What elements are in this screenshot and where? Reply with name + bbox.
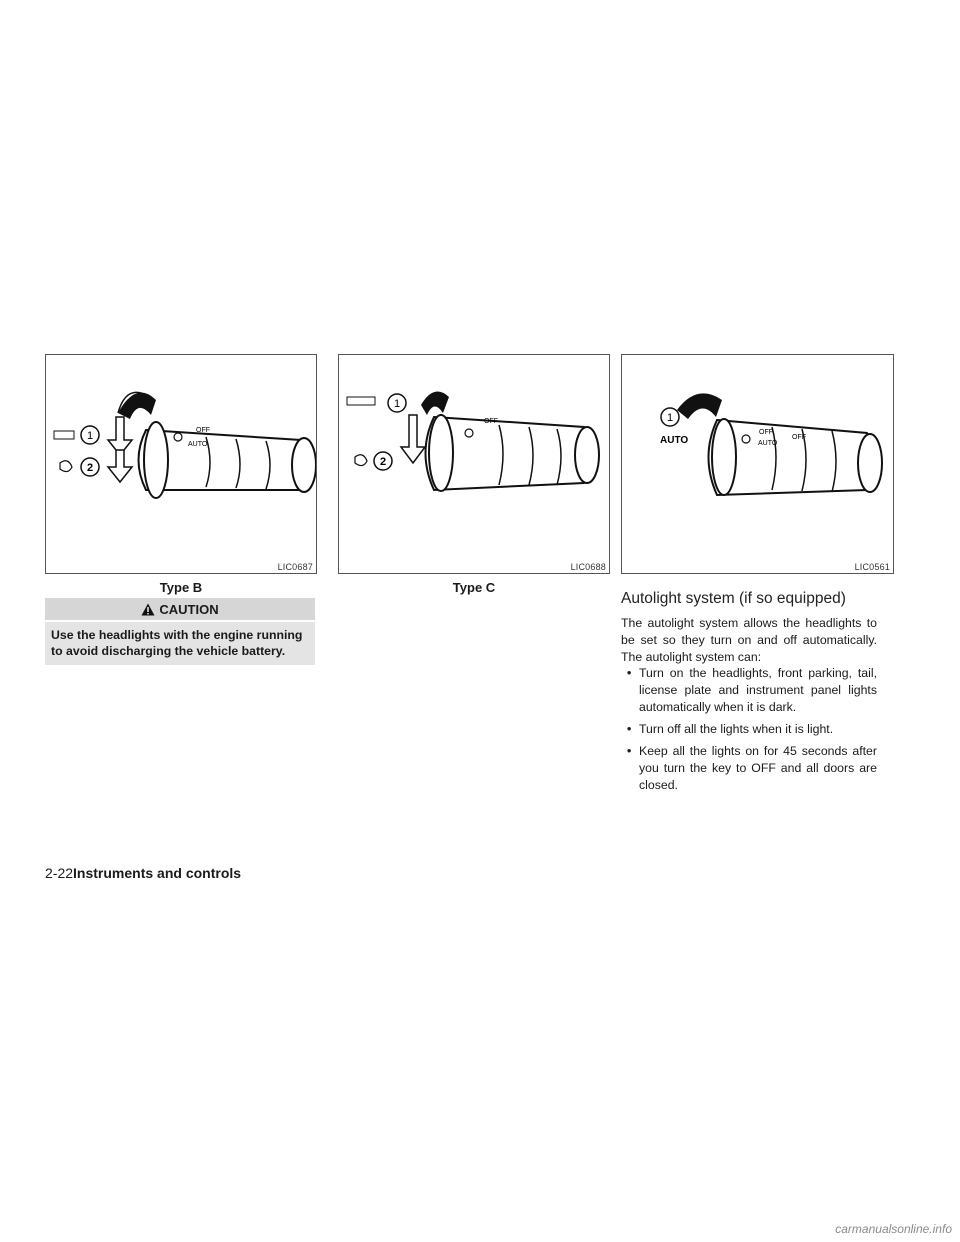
caution-box — [45, 598, 315, 665]
figure-type-b — [45, 354, 317, 574]
label-off: OFF — [484, 418, 498, 425]
label-2: 2 — [379, 456, 387, 468]
label-off: OFF — [196, 427, 210, 434]
figure-code: LIC0688 — [570, 562, 606, 572]
watermark: carmanualsonline.info — [835, 1222, 952, 1236]
figure-code: LIC0561 — [854, 562, 890, 572]
headlight-icon — [60, 461, 72, 472]
bullet-icon: • — [627, 722, 632, 736]
headlight-icon — [355, 455, 367, 466]
label-1: 1 — [393, 398, 401, 410]
figure-caption: Type C — [452, 580, 496, 595]
list-item: • Turn on the headlights, front parking, tail, license plate and instrument panel lights automatically when it is dark. — [627, 666, 877, 714]
bullet-icon: • — [627, 744, 632, 758]
figure-caption: Type B — [159, 580, 203, 595]
bullet-list — [621, 665, 877, 799]
figure-code: LIC0687 — [277, 562, 313, 572]
label-1: 1 — [666, 412, 674, 424]
caution-heading — [45, 598, 315, 620]
parking-light-icon — [54, 431, 74, 439]
label-1: 1 — [86, 430, 94, 442]
caution-text: Use the headlights with the engine running to avoid discharging the vehicle battery. — [45, 622, 315, 665]
chapter-title: Instruments and controls — [73, 865, 242, 881]
page-footer — [45, 865, 241, 881]
parking-light-icon — [347, 397, 375, 405]
warning-icon — [141, 603, 155, 616]
figure-type-c — [338, 354, 610, 574]
label-auto: AUTO — [758, 440, 778, 447]
headlight-switch-illustration — [622, 355, 893, 573]
label-auto: AUTO — [188, 441, 208, 448]
page-number: 2-22 — [45, 865, 74, 881]
label-off: OFF — [759, 429, 773, 436]
section-intro: The autolight system allows the headlights to be set so they turn on and off automatically. The autolight system can: — [621, 616, 877, 664]
list-item: • Turn off all the lights when it is light. — [627, 722, 834, 736]
label-off-2: OFF — [792, 434, 806, 441]
list-item: • Keep all the lights on for 45 seconds after you turn the key to OFF and all doors are closed. — [627, 744, 877, 792]
caution-heading-text: CAUTION — [159, 601, 219, 617]
headlight-switch-illustration — [339, 355, 609, 573]
figure-autolight — [621, 354, 894, 574]
bullet-icon: • — [627, 666, 632, 680]
label-2: 2 — [86, 462, 94, 474]
label-side-auto: AUTO — [660, 435, 689, 446]
headlight-switch-illustration — [46, 355, 316, 573]
section-title: Autolight system (if so equipped) — [621, 590, 846, 607]
